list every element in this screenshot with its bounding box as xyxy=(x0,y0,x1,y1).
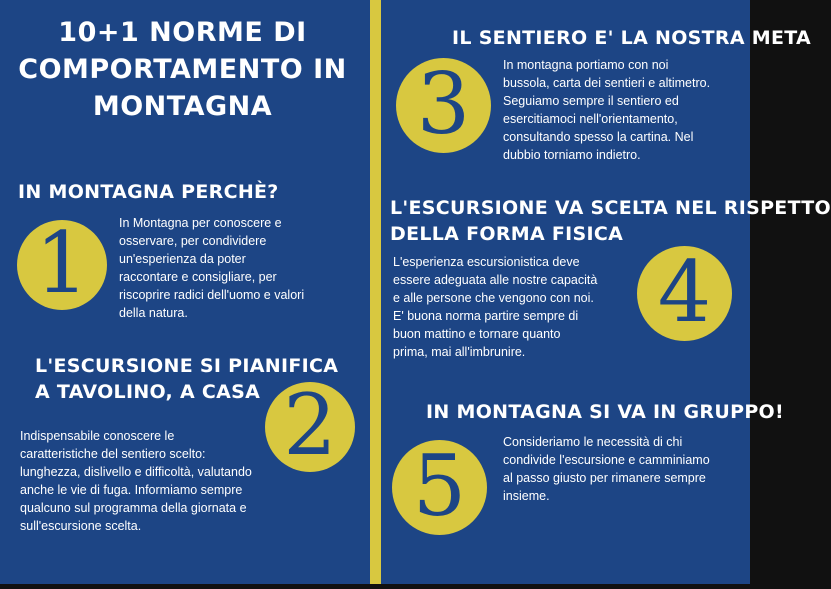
heading-line: L'ESCURSIONE VA SCELTA NEL RISPETTO xyxy=(390,197,831,219)
section-heading xyxy=(390,195,831,247)
number-badge xyxy=(396,54,491,153)
section-body xyxy=(503,56,710,164)
body-line: lunghezza, dislivello e difficoltà, valutando xyxy=(20,465,252,479)
body-line: Seguiamo sempre il sentiero ed xyxy=(503,94,679,108)
body-line: In Montagna per conoscere e xyxy=(119,216,282,230)
body-line: della natura. xyxy=(119,306,188,320)
section-heading: IN MONTAGNA SI VA IN GRUPPO! xyxy=(426,401,784,423)
body-line: sull'escursione scelta. xyxy=(20,519,142,533)
body-line: bussola, carta dei sentieri e altimetro. xyxy=(503,76,711,90)
section-number: 3 xyxy=(416,54,471,153)
heading-line: DELLA FORMA FISICA xyxy=(390,223,624,245)
body-line: raccontare e consigliare, per xyxy=(119,270,277,284)
body-line: caratteristiche del sentiero scelto: xyxy=(20,447,206,461)
body-line: L'esperienza escursionistica deve xyxy=(393,255,580,269)
body-line: Indispensabile conoscere le xyxy=(20,429,175,443)
number-badge xyxy=(265,376,355,474)
body-line: consultando spesso la cartina. Nel xyxy=(503,130,694,144)
section-body xyxy=(119,214,304,322)
body-line: essere adeguata alle nostre capacità xyxy=(393,273,598,287)
number-badge xyxy=(392,436,487,535)
body-line: condivide l'escursione e camminiamo xyxy=(503,453,710,467)
body-line: dubbio torniamo indietro. xyxy=(503,148,641,162)
body-line: Consideriamo le necessità di chi xyxy=(503,435,683,449)
body-line: anche le vie di fuga. Informiamo sempre xyxy=(20,483,243,497)
body-line: prima, mai all'imbrunire. xyxy=(393,345,526,359)
body-line: riscoprire radici dell'uomo e valori xyxy=(119,288,305,302)
title-line: MONTAGNA xyxy=(92,91,273,122)
body-line: qualcuno sul programma della giornata e xyxy=(20,501,247,515)
body-line: un'esperienza da poter xyxy=(119,252,246,266)
poster-title xyxy=(10,14,355,125)
section-number: 4 xyxy=(657,242,712,341)
body-line: al passo giusto per rimanere sempre xyxy=(503,471,706,485)
body-line: insieme. xyxy=(503,489,550,503)
section-number: 5 xyxy=(412,436,467,535)
body-line: E' buona norma partire sempre di xyxy=(393,309,579,323)
column-divider xyxy=(370,0,381,584)
section-body xyxy=(393,253,597,361)
title-line: COMPORTAMENTO IN xyxy=(18,54,347,85)
section-heading: IL SENTIERO E' LA NOSTRA META xyxy=(452,27,812,49)
number-badge xyxy=(17,214,107,312)
body-line: osservare, per condividere xyxy=(119,234,267,248)
heading-line: L'ESCURSIONE SI PIANIFICA xyxy=(35,355,339,377)
section-body xyxy=(20,427,252,535)
body-line: e alle persone che vengono con noi. xyxy=(393,291,594,305)
body-line: In montagna portiamo con noi xyxy=(503,58,669,72)
number-badge xyxy=(637,242,732,341)
section-body xyxy=(503,433,710,505)
section-number: 1 xyxy=(35,214,89,312)
body-line: buon mattino e tornare quanto xyxy=(393,327,561,341)
title-line: 10+1 NORME DI xyxy=(58,17,307,48)
section-heading: IN MONTAGNA PERCHÈ? xyxy=(18,181,279,203)
section-number: 2 xyxy=(283,376,337,474)
body-line: esercitiamoci nell'orientamento, xyxy=(503,112,678,126)
heading-line: A TAVOLINO, A CASA xyxy=(35,381,261,403)
